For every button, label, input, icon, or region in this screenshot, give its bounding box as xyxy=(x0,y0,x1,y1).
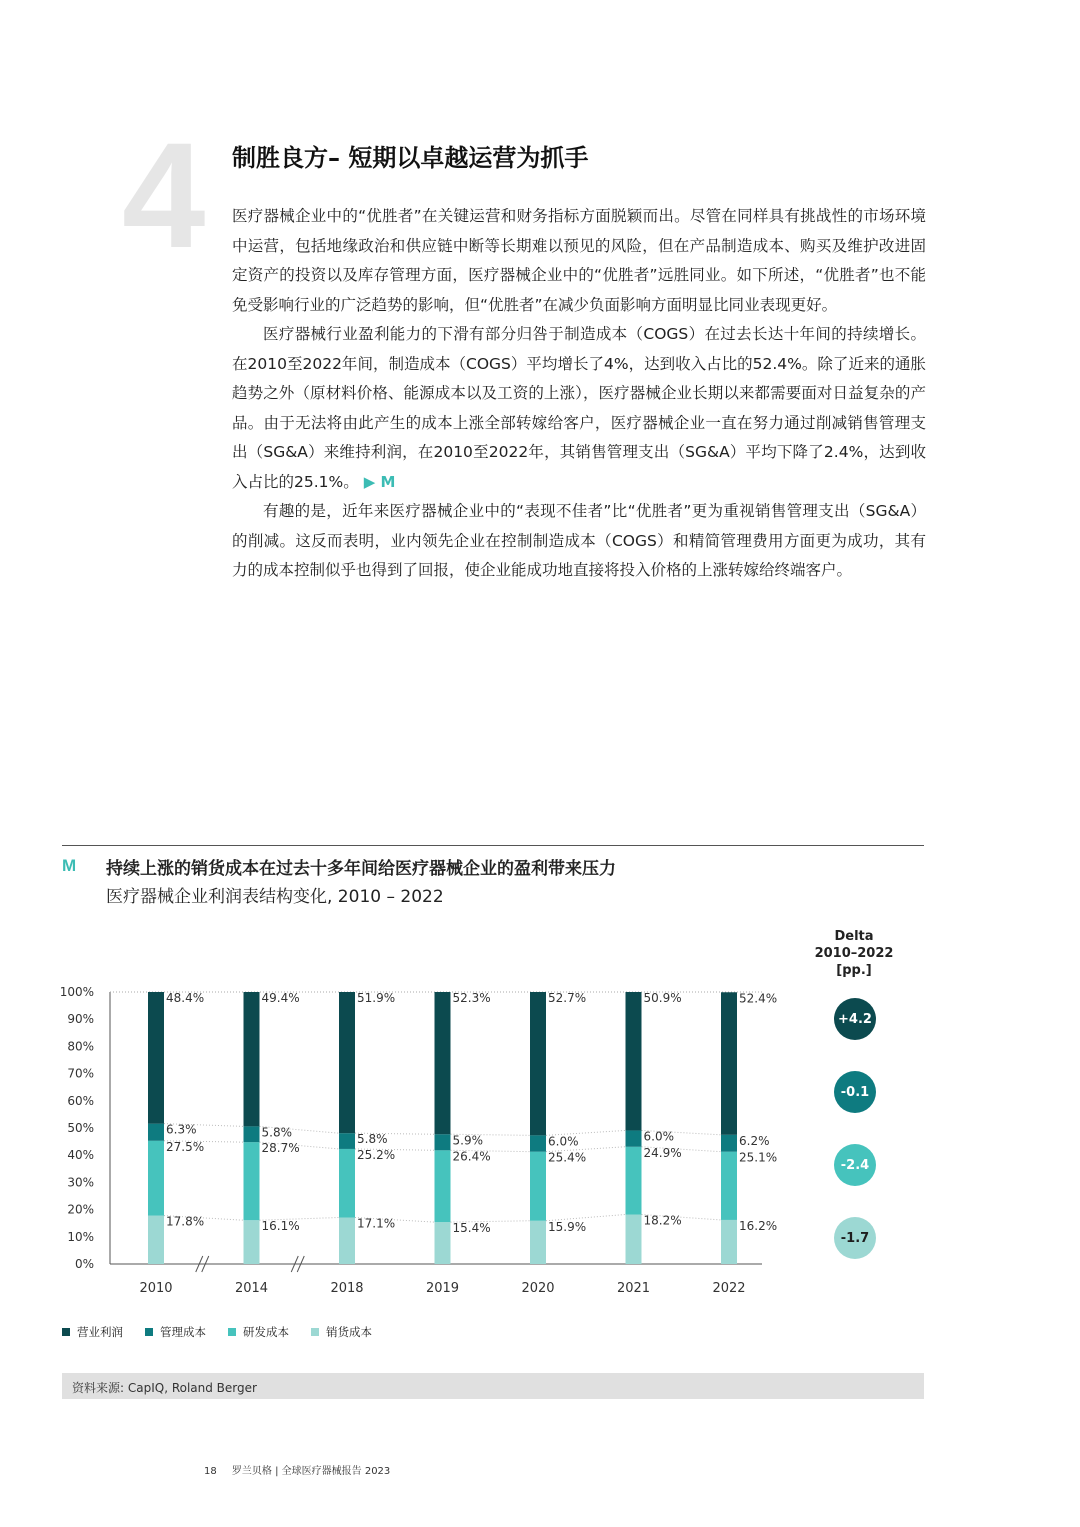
data-label: 6.2% xyxy=(739,1133,770,1148)
data-label: 6.0% xyxy=(643,1129,674,1144)
chart-title: 持续上涨的销货成本在过去十多年间给医疗器械企业的盈利带来压力 xyxy=(106,859,616,879)
chart-legend xyxy=(62,1324,372,1340)
y-tick-label: 80% xyxy=(67,1039,94,1054)
bar-segment xyxy=(244,1126,260,1142)
source-note: 资料来源: CapIQ, Roland Berger xyxy=(72,1381,257,1395)
exhibit-badge: M xyxy=(62,856,77,875)
data-label: 6.3% xyxy=(166,1122,197,1137)
data-label: 18.2% xyxy=(643,1213,682,1228)
data-label: 15.4% xyxy=(452,1221,491,1236)
source-bar xyxy=(62,1373,924,1399)
x-tick-label: 2019 xyxy=(425,1281,460,1296)
y-tick-label: 70% xyxy=(67,1066,94,1081)
legend-item xyxy=(62,1324,123,1340)
bar-segment xyxy=(626,1147,642,1215)
data-label: 6.0% xyxy=(548,1134,579,1149)
bar-segment xyxy=(721,1152,737,1220)
data-label: 50.9% xyxy=(643,991,682,1005)
page-number: 18 xyxy=(204,1466,217,1477)
delta-header-line: [pp.] xyxy=(836,963,872,978)
delta-header-line: 2010–2022 xyxy=(814,946,894,961)
bar-segment xyxy=(244,1142,260,1220)
report-title: 罗兰贝格 | 全球医疗器械报告 2023 xyxy=(231,1466,391,1477)
data-label: 52.4% xyxy=(739,991,778,1006)
bar-segment xyxy=(244,1220,260,1264)
chart-subtitle: 医疗器械企业利润表结构变化, 2010 – 2022 xyxy=(106,887,444,907)
paragraph-3: 有趣的是，近年来医疗器械企业中的“表现不佳者”比“优胜者”更为重视销售管理支出（SG&A）的削减。这反而表明，业内领先企业在控制制造成本（COGS）和精简管理费用方面更为成功，其有力的成本控制似乎也得到了回报，使企业能成功地直接将投入价格的上涨转嫁给终端客户。 xyxy=(232,502,926,579)
delta-badge: +4.2 xyxy=(834,998,876,1040)
legend-swatch xyxy=(311,1328,319,1336)
legend-label: 研发成本 xyxy=(243,1325,289,1339)
bar-segment xyxy=(148,1124,164,1141)
bar-segment xyxy=(339,992,355,1133)
legend-item xyxy=(311,1324,372,1340)
x-tick-label: 2022 xyxy=(712,1281,746,1296)
y-tick-label: 50% xyxy=(67,1121,94,1135)
data-label: 51.9% xyxy=(357,991,396,1005)
legend-item xyxy=(145,1324,206,1340)
data-label: 5.9% xyxy=(452,1133,483,1148)
bar-segment xyxy=(530,992,546,1135)
y-tick-label: 60% xyxy=(67,1093,94,1108)
x-tick-label: 2014 xyxy=(234,1281,269,1296)
bar-segment xyxy=(148,1216,164,1264)
data-label: 25.4% xyxy=(548,1150,587,1165)
section-heading: 制胜良方– 短期以卓越运营为抓手 xyxy=(232,144,589,172)
data-label: 24.9% xyxy=(643,1145,682,1160)
y-tick-label: 0% xyxy=(74,1257,94,1271)
y-tick-label: 90% xyxy=(67,1012,94,1027)
bar-segment xyxy=(339,1217,355,1264)
legend-label: 管理成本 xyxy=(160,1325,206,1339)
paragraph-1: 医疗器械企业中的“优胜者”在关键运营和财务指标方面脱颖而出。尽管在同样具有挑战性的市场环境中运营，包括地缘政治和供应链中断等长期难以预见的风险，但在产品制造成本、购买及维护改进固定资产的投资以及库存管理方面，医疗器械企业中的“优胜者”远胜同业。如下所述，“优胜者”也不能免受影响行业的广泛趋势的影响，但“优胜者”在减少负面影响方面明显比同业表现更好。 xyxy=(232,207,926,314)
y-tick-label: 40% xyxy=(67,1148,94,1163)
bar-segment xyxy=(435,992,451,1134)
data-label: 16.2% xyxy=(739,1218,778,1233)
bar-segment xyxy=(530,1221,546,1264)
legend-swatch xyxy=(228,1328,236,1336)
delta-badge: -2.4 xyxy=(834,1144,876,1186)
bar-segment xyxy=(721,1220,737,1264)
bar-segment xyxy=(435,1150,451,1222)
delta-badge: -1.7 xyxy=(834,1217,876,1259)
data-label: 26.4% xyxy=(452,1149,491,1164)
data-label: 16.1% xyxy=(261,1219,300,1234)
data-label: 52.7% xyxy=(548,991,587,1005)
data-label: 5.8% xyxy=(261,1125,292,1140)
x-tick-label: 2020 xyxy=(521,1281,555,1296)
x-tick-label: 2018 xyxy=(330,1281,364,1296)
data-label: 17.8% xyxy=(166,1214,205,1229)
data-label: 52.3% xyxy=(452,991,491,1005)
x-tick-label: 2021 xyxy=(616,1281,651,1296)
data-label: 27.5% xyxy=(166,1139,205,1154)
data-label: 15.9% xyxy=(548,1219,587,1234)
bar-segment xyxy=(530,1152,546,1221)
legend-swatch xyxy=(62,1328,70,1336)
bar-segment xyxy=(435,1134,451,1150)
delta-badge: -0.1 xyxy=(834,1071,876,1113)
bar-segment xyxy=(148,1141,164,1216)
legend-swatch xyxy=(145,1328,153,1336)
section-number: 4 xyxy=(122,111,206,279)
bar-segment xyxy=(244,992,260,1126)
x-tick-label: 2010 xyxy=(139,1281,173,1296)
bar-segment xyxy=(339,1149,355,1218)
data-label: 25.1% xyxy=(739,1150,778,1165)
data-label: 25.2% xyxy=(357,1147,396,1162)
data-label: 49.4% xyxy=(261,991,300,1005)
legend-label: 销货成本 xyxy=(326,1325,372,1339)
data-label: 48.4% xyxy=(166,991,205,1005)
data-label: 17.1% xyxy=(357,1216,396,1231)
bar-segment xyxy=(435,1222,451,1264)
bar-segment xyxy=(721,992,737,1135)
bar-segment xyxy=(530,1135,546,1151)
y-tick-label: 30% xyxy=(67,1175,94,1190)
bar-segment xyxy=(339,1133,355,1149)
bar-segment xyxy=(626,1130,642,1146)
bar-segment xyxy=(626,992,642,1130)
bar-segment xyxy=(626,1214,642,1264)
data-label: 28.7% xyxy=(261,1141,300,1156)
y-tick-label: 10% xyxy=(67,1229,94,1244)
paragraph-2-text: 医疗器械行业盈利能力的下滑有部分归咎于制造成本（COGS）在过去长达十年间的持续增长。在2010至2022年间，制造成本（COGS）平均增长了4%，达到收入占比的52.4%。除了近来的通胀趋势之外（原材料价格、能源成本以及工资的上涨），医疗器械企业长期以来都需要面对日益复杂的产品。由于无法将由此产生的成本上涨全部转嫁给客户，医疗器械企业一直在努力通过削减销售管理支出（SG&A）来维持利润，在2010至2022年，其销售管理支出（SG&A）平均下降了2.4%，达到收入占比的25.1%。 xyxy=(232,325,926,491)
y-tick-label: 100% xyxy=(59,985,94,999)
legend-item xyxy=(228,1324,289,1340)
delta-header-line: Delta xyxy=(834,929,874,944)
legend-label: 营业利润 xyxy=(77,1325,123,1339)
bar-segment xyxy=(721,1135,737,1152)
y-tick-label: 20% xyxy=(67,1202,94,1217)
data-label: 5.8% xyxy=(357,1132,388,1147)
exhibit-link-marker[interactable]: ▶ M xyxy=(363,472,396,491)
bar-segment xyxy=(148,992,164,1124)
page-footer xyxy=(204,1462,390,1477)
